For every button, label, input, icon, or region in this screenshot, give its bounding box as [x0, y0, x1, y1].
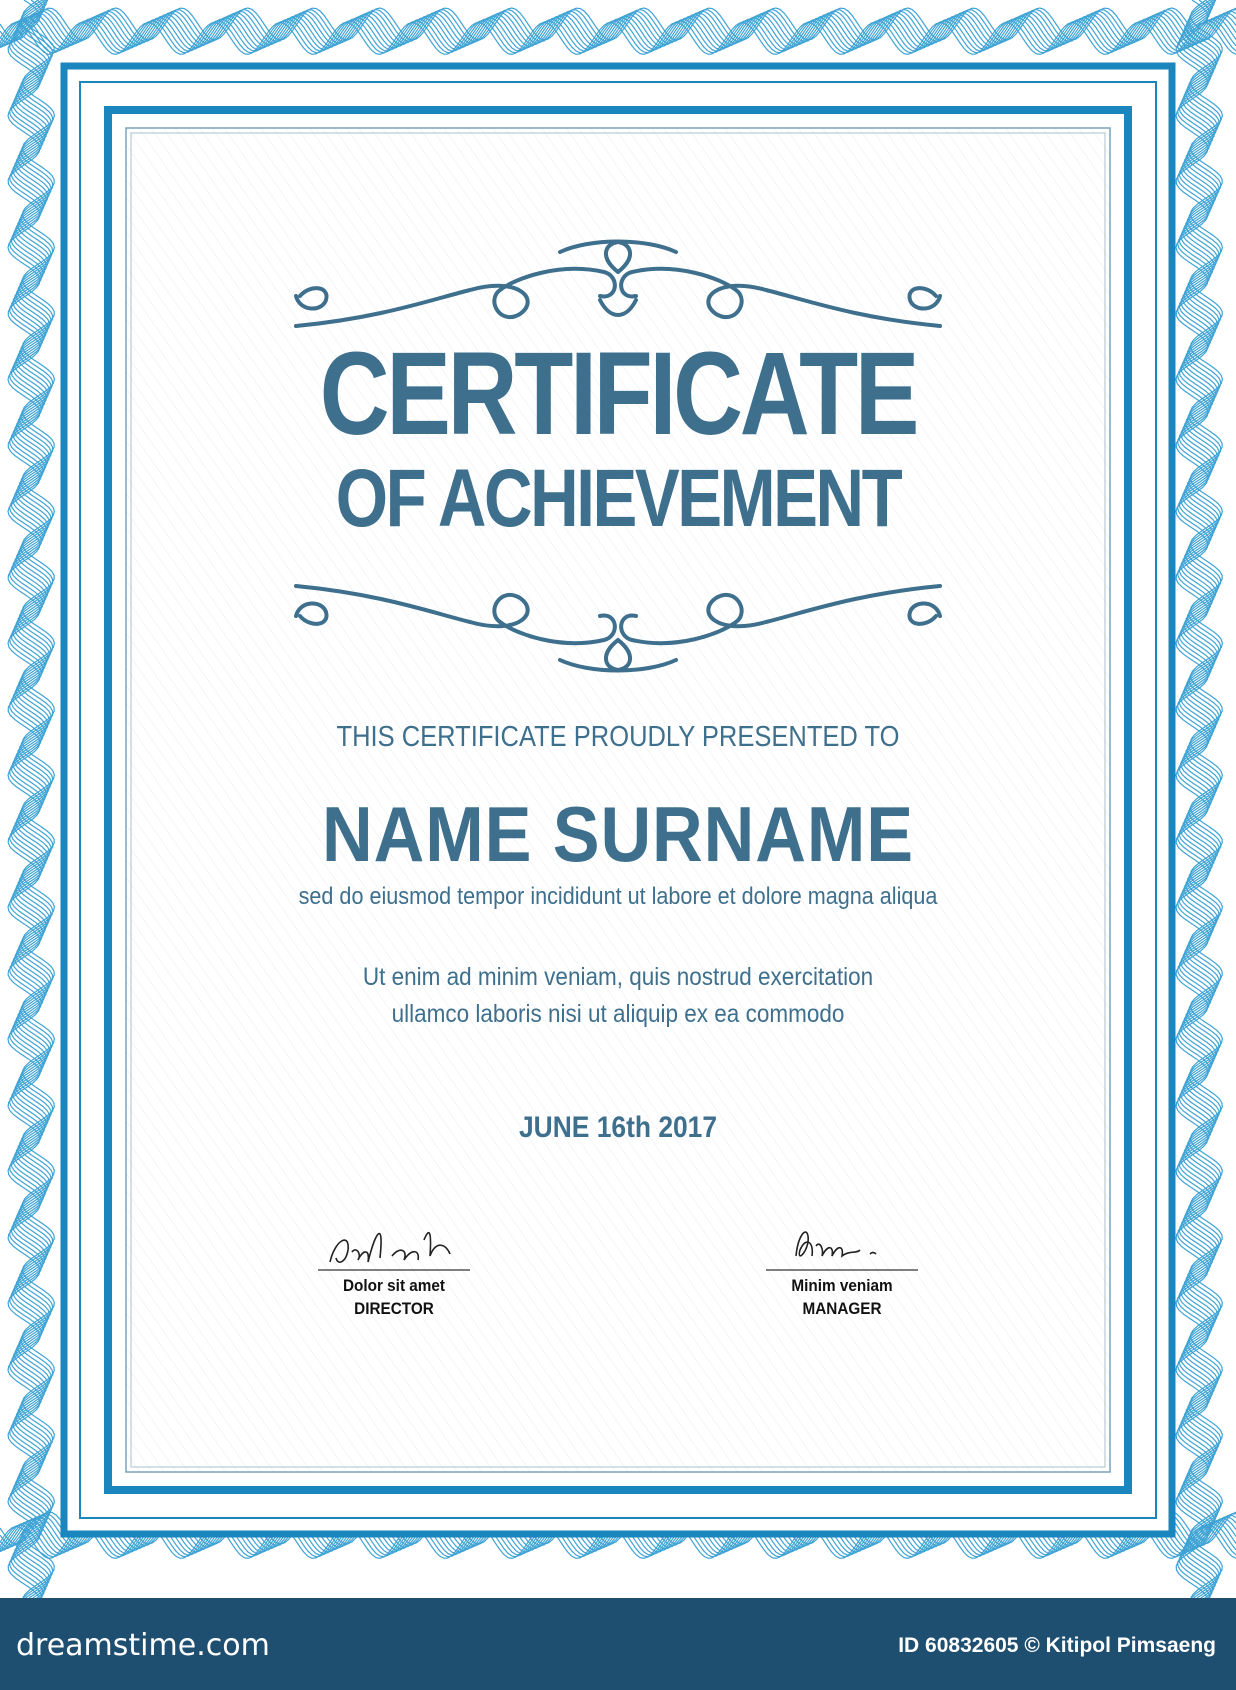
presented-to-text: THIS CERTIFICATE PROUDLY PRESENTED TO [336, 721, 900, 753]
manager-signature-block [742, 1274, 942, 1320]
recipient-description: sed do eiusmod tempor incididunt ut labore et dolore magna aliqua [298, 883, 938, 910]
body-text-line-2: ullamco laboris nisi ut aliquip ex ea commodo [391, 1000, 845, 1028]
director-role: DIRECTOR [354, 1299, 434, 1318]
certificate-date: JUNE 16th 2017 [518, 1111, 718, 1144]
director-signature-block [294, 1274, 494, 1320]
certificate-title: CERTIFICATE [319, 328, 917, 460]
manager-name: Minim veniam [791, 1276, 893, 1295]
body-text-line-1: Ut enim ad minim veniam, quis nostrud exercitation [362, 963, 874, 991]
recipient-name: NAME SURNAME [322, 790, 914, 878]
dreamstime-logo[interactable]: dreamstime.com [16, 1628, 270, 1663]
stock-footer-bar [0, 1598, 1236, 1690]
director-name: Dolor sit amet [342, 1276, 446, 1295]
certificate-subtitle: OF ACHIEVEMENT [335, 453, 901, 544]
manager-role: MANAGER [802, 1299, 882, 1318]
image-id-credit: ID 60832605 © Kitipol Pimsaeng [898, 1634, 1216, 1657]
